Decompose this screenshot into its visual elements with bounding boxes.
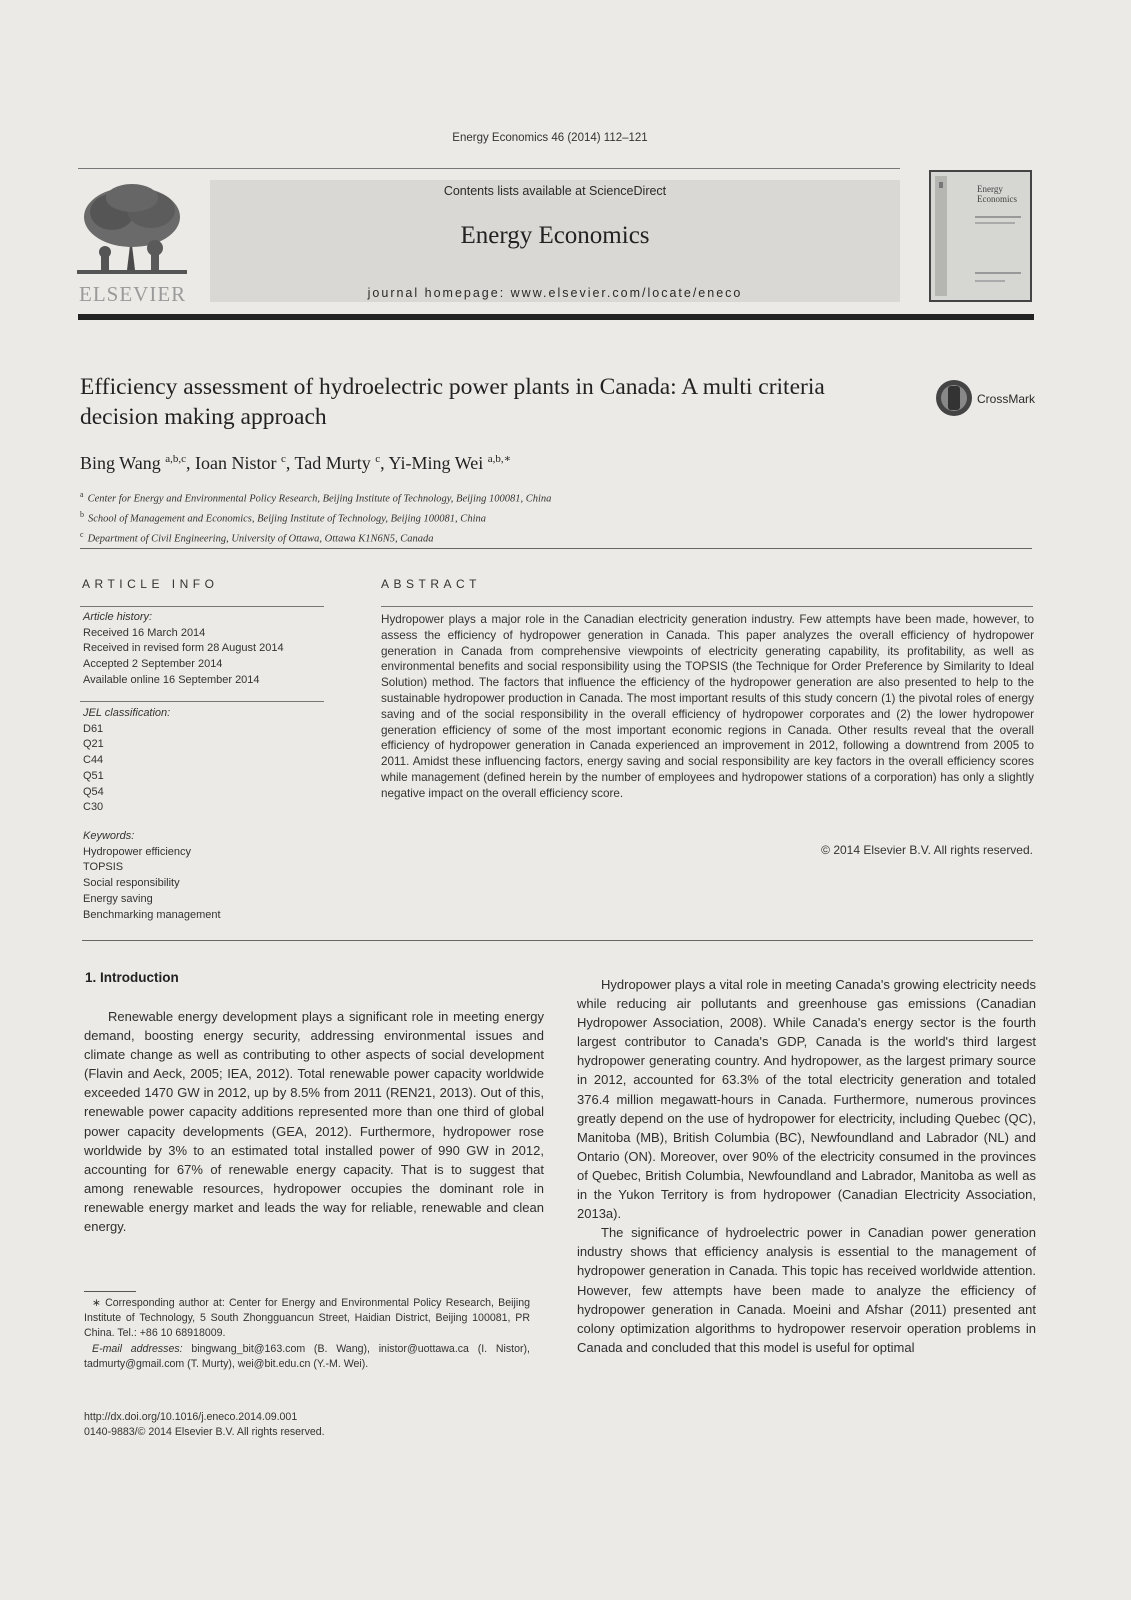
history-label: Article history: bbox=[83, 611, 153, 623]
footnotes bbox=[84, 1296, 530, 1372]
article-info-rule bbox=[80, 701, 324, 702]
abstract-text: Hydropower plays a major role in the Canadian electricity generation industry. Few attempts have been made, however, to assess the efficiency of hydropower generation in Canada. This paper analyzes the overall efficiency of hydropower generation in Canada from comprehensive viewpoints of electricity generating capability, its profitability, as well as environmental benefits and social responsibility using the TOPSIS (the Technique for Order Preference by Similarity to Ideal Solution) method. The factors that influence the efficiency of the hydropower generation are also presented to help to the sustainable hydropower production in Canada. The most important results of this study concern (1) the pivotal roles of energy saving and of the social responsibility in the overall efficiency of hydropower corporates and (2) the lower hydropower generation efficiency of some of the most important economic regions in Canada. Other results reveal that the overall efficiency of hydropower generation in Canada experienced an improvement in 2012, following a downtrend from 2005 to 2011. Amidst these influencing factors, energy saving and social responsibility are key factors in the overall efficiency scores while management (defined herein by the number of employees and hydropower stations of a corporation) has only a slightly negative impact on the overall efficiency score. bbox=[381, 613, 1034, 800]
section-divider bbox=[82, 940, 1033, 941]
affiliations bbox=[80, 487, 551, 547]
author[interactable] bbox=[80, 453, 195, 473]
abstract-heading: ABSTRACT bbox=[381, 577, 482, 591]
affiliation-text: Center for Energy and Environmental Policy Research, Beijing Institute of Technology, Beijing 100081, China bbox=[87, 493, 552, 505]
corresponding-author-note: ∗ Corresponding author at: Center for Energy and Environmental Policy Research, Beijing Institute of Technology, 5 South Zhongguancun Street, Haidian District, Beijing 100081, PR China. Tel.: +86 10 68918009. bbox=[84, 1297, 530, 1340]
affiliation bbox=[80, 507, 551, 527]
email-addresses[interactable]: bingwang_bit@163.com (B. Wang), inistor@uottawa.ca (I. Nistor), tadmurty@gmail.com (T. Murty), wei@bit.edu.cn (Y.-M. Wei). bbox=[84, 1342, 530, 1370]
elsevier-tree-icon bbox=[77, 182, 187, 280]
author-affiliation-mark: a,b,∗ bbox=[487, 453, 512, 465]
affiliation-mark: c bbox=[80, 530, 84, 539]
keyword: Benchmarking management bbox=[83, 908, 221, 921]
affiliation bbox=[80, 527, 551, 547]
author-separator: , bbox=[285, 453, 295, 473]
article-info-heading: ARTICLE INFO bbox=[82, 577, 219, 591]
jel-code: C30 bbox=[83, 801, 104, 814]
article-title: Efficiency assessment of hydroelectric power plants in Canada: A multi criteria decision making approach bbox=[80, 374, 825, 430]
author-affiliation-mark: c bbox=[375, 453, 381, 465]
keywords-label: Keywords: bbox=[83, 830, 135, 842]
affiliation bbox=[80, 487, 551, 507]
jel-code: Q54 bbox=[83, 785, 104, 798]
doi-link[interactable]: http://dx.doi.org/10.1016/j.eneco.2014.09.001 bbox=[84, 1411, 298, 1423]
history-item: Available online 16 September 2014 bbox=[83, 673, 260, 686]
keywords bbox=[83, 829, 221, 923]
affiliation-mark: a bbox=[80, 490, 84, 499]
issn-line: 0140-9883/© 2014 Elsevier B.V. All rights reserved. bbox=[84, 1426, 325, 1439]
affiliation-text: School of Management and Economics, Beijing Institute of Technology, Beijing 100081, China bbox=[88, 513, 486, 525]
doi-block bbox=[84, 1410, 325, 1440]
jel-code: Q21 bbox=[83, 738, 104, 751]
body-paragraph: Hydropower plays a vital role in meeting Canada's growing electricity needs while reducing air pollutants and greenhouse gas emissions (Canadian Hydropower Association, 2008). While Canada's energy sector is the fourth largest contributor to Canada's GDP, Canada is the world's third largest hydropower generating country. And hydropower, as the largest primary source in 2012, accounted for 63.3% of the total electricity generation and totaled 376.4 million megawatt-hours in Canada. Furthermore, numerous provinces greatly depend on the use of hydropower for electricity, including Quebec (QC), Manitoba (MB), British Columbia (BC), Newfoundland and Labrador (NL) and Ontario (ON). Moreover, over 90% of the electricity consumed in the provinces of Quebec, British Columbia, Newfoundland and Labrador, Manitoba as well as in the Yukon Territory is from hydropower (Canadian Electricity Association, 2013a). bbox=[577, 977, 1036, 1222]
header-rule bbox=[78, 168, 900, 169]
journal-cover-thumbnail bbox=[929, 170, 1032, 302]
author-affiliation-mark: c bbox=[280, 453, 286, 465]
body-column-left bbox=[84, 1007, 544, 1236]
body-paragraph: The significance of hydroelectric power in Canadian power generation industry shows that efficiency analysis is essential to the management of hydropower generation in Canada. This topic has received worldwide attention. However, few attempts have been made to analyze the efficiency of hydropower generation in Canada. Moeini and Afshar (2011) presented ant colony optimization algorithms to hydropower reservoir operation problems in Canada and concluded that this model is useful for optimal bbox=[577, 1225, 1036, 1355]
author-list bbox=[80, 452, 511, 474]
author-name: Bing Wang bbox=[80, 453, 161, 473]
publisher-wordmark: ELSEVIER bbox=[79, 282, 187, 306]
author-affiliation-mark: a,b,c bbox=[165, 453, 186, 465]
header-thick-rule bbox=[78, 314, 1034, 320]
section-divider bbox=[80, 548, 1032, 549]
affiliation-mark: b bbox=[80, 510, 84, 519]
author[interactable] bbox=[195, 453, 295, 473]
jel-classification bbox=[83, 706, 170, 816]
history-item: Received in revised form 28 August 2014 bbox=[83, 642, 284, 655]
history-item: Received 16 March 2014 bbox=[83, 626, 206, 639]
author[interactable] bbox=[389, 453, 512, 473]
journal-homepage[interactable]: journal homepage: www.elsevier.com/locate/eneco bbox=[367, 286, 743, 300]
author[interactable] bbox=[295, 453, 389, 473]
elsevier-logo bbox=[77, 182, 187, 306]
crossmark-icon bbox=[935, 378, 973, 418]
body-paragraph: Renewable energy development plays a significant role in meeting energy demand, boosting energy security, addressing environmental issues and climate change as well as contributing to other aspects of social development (Flavin and Aeck, 2005; IEA, 2012). Total renewable power capacity worldwide exceeded 1470 GW in 2012, up by 8.5% from 2011 (REN21, 2013). Out of this, renewable power capacity additions represented more than one third of global power capacity developments (GEA, 2012). Furthermore, hydropower rose worldwide by 3% to an estimated total installed power of 990 GW in 2012, accounting for 67% of renewable energy capacity. That is to suggest that among renewable resources, hydropower occupies the dominant role in renewable energy market and leads the way for reliable, renewable and clean energy. bbox=[84, 1009, 544, 1235]
article-history bbox=[83, 610, 284, 689]
contents-line: Contents lists available at ScienceDirect bbox=[443, 184, 667, 198]
affiliation-text: Department of Civil Engineering, University of Ottawa, Ottawa K1N6N5, Canada bbox=[87, 533, 434, 545]
author-name: Yi-Ming Wei bbox=[388, 453, 484, 473]
keyword: TOPSIS bbox=[83, 861, 124, 874]
abstract-copyright: © 2014 Elsevier B.V. All rights reserved. bbox=[821, 843, 1033, 857]
journal-name: Energy Economics bbox=[460, 222, 650, 249]
author-separator: , bbox=[380, 453, 389, 473]
keyword: Social responsibility bbox=[83, 877, 180, 890]
body-column-right bbox=[577, 975, 1036, 1357]
author-separator: , bbox=[185, 453, 195, 473]
article-info-rule bbox=[80, 606, 324, 607]
jel-code: D61 bbox=[83, 722, 104, 735]
history-item: Accepted 2 September 2014 bbox=[83, 658, 223, 671]
section-title: 1. Introduction bbox=[85, 970, 179, 985]
crossmark-badge[interactable] bbox=[935, 378, 1040, 418]
author-name: Ioan Nistor bbox=[194, 453, 277, 473]
email-note bbox=[84, 1342, 530, 1372]
journal-banner bbox=[210, 180, 900, 302]
footnote-rule bbox=[84, 1291, 136, 1292]
jel-code: Q51 bbox=[83, 769, 104, 782]
keyword: Hydropower efficiency bbox=[83, 845, 192, 858]
crossmark-label: CrossMark bbox=[977, 392, 1036, 406]
cover-title: Energy Economics bbox=[977, 184, 1017, 204]
email-label: E-mail addresses: bbox=[92, 1342, 183, 1355]
jel-code: C44 bbox=[83, 754, 104, 767]
abstract-rule bbox=[381, 606, 1033, 607]
author-name: Tad Murty bbox=[294, 453, 371, 473]
keyword: Energy saving bbox=[83, 892, 153, 905]
jel-label: JEL classification: bbox=[83, 707, 171, 719]
journal-citation: Energy Economics 46 (2014) 112–121 bbox=[452, 132, 648, 144]
